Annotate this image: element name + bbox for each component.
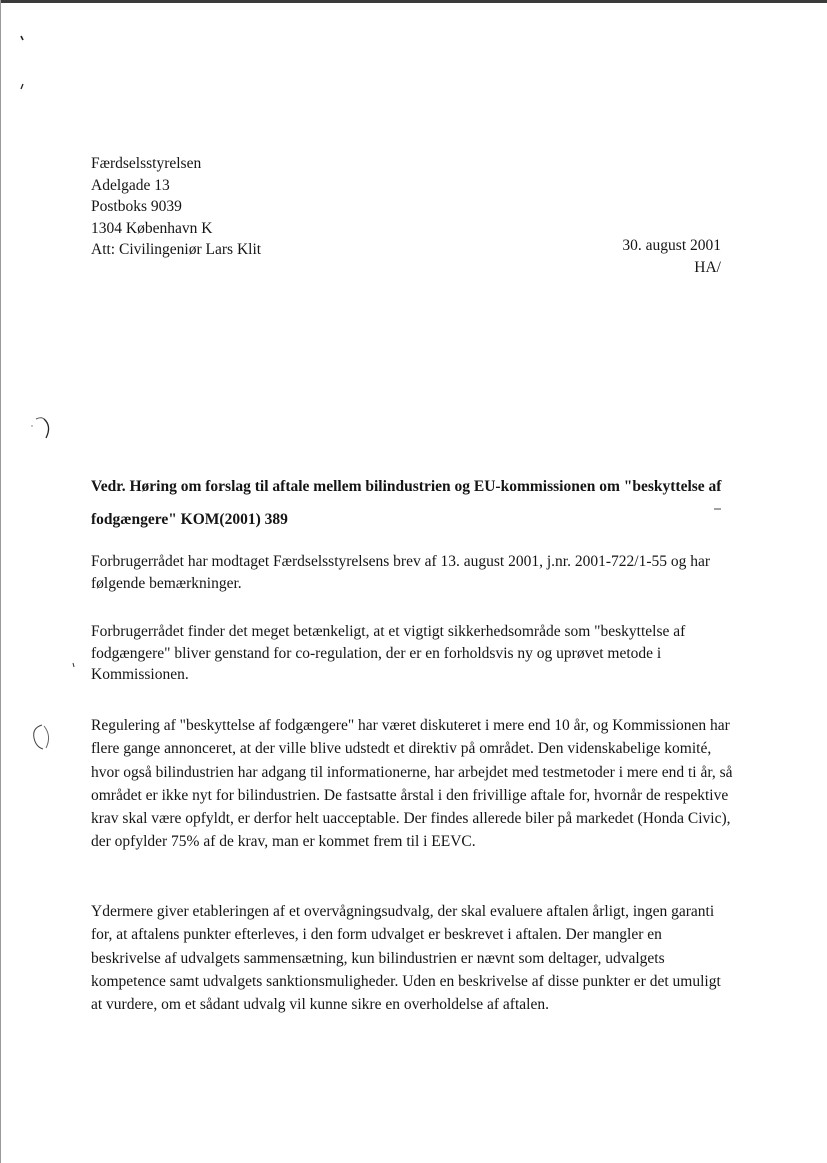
recipient-line: Færdselsstyrelsen xyxy=(91,155,202,172)
body-paragraph xyxy=(91,551,739,594)
scan-speck-mark xyxy=(18,34,26,44)
body-paragraph xyxy=(91,621,739,686)
recipient-line: Att: Civilingeniør Lars Klit xyxy=(91,241,262,258)
left-scan-edge xyxy=(0,0,1,1163)
top-scan-edge xyxy=(0,0,827,3)
paragraph-text: Forbrugerrådet finder det meget betænkeligt, at et vigtigt sikkerhedsområde som "beskyttelse af fodgængere" bliver genstand for co-regulation, der er en forholdsvis ny og uprøvet metode i Kommissionen. xyxy=(91,623,686,683)
scan-speck-mark xyxy=(18,82,26,92)
scan-speck-mark xyxy=(70,660,78,670)
recipient-line: Adelgade 13 xyxy=(91,176,170,194)
body-paragraph xyxy=(91,714,741,854)
punch-hole-mark xyxy=(28,414,58,440)
recipient-line: Postboks 9039 xyxy=(91,198,182,215)
recipient-line: 1304 København K xyxy=(91,219,213,237)
paragraph-text: Forbrugerrådet har modtaget Færdselsstyrelsens brev af 13. august 2001, j.nr. 2001-722/1-55 og har følgende bemærkninger. xyxy=(91,553,711,592)
sender-initials: HA/ xyxy=(694,258,721,276)
body-paragraph xyxy=(91,900,723,1016)
subject-line: Vedr. Høring om forslag til aftale mellem bilindustrien og EU-kommissionen om "beskyttelse af fodgængere" KOM(2001) 389 xyxy=(91,478,722,528)
paragraph-text: Ydermere giver etableringen af et overvågningsudvalg, der skal evaluere aftalen årligt, ingen garanti for, at aftalens punkter efterleves, i den form udvalget er beskrevet i aftalen. Der mangler en beskrivelse af udvalgets sammensætning, kun bilindustrien er nævnt som deltager, udvalgets kompetence samt udvalgets sanktionsmuligheder. Uden en beskrivelse af disse punkter er det umuligt at vurdere, om et sådant udvalg vil kunne sikre en overholdelse af aftalen. xyxy=(91,903,721,1014)
punch-hole-mark xyxy=(28,722,58,752)
paragraph-text: Regulering af "beskyttelse af fodgængere" har været diskuteret i mere end 10 år, og Kommissionen har flere gange annonceret, at der ville blive udstedt et direktiv på området. Den videnskabelige komité, hvor også bilindustrien har adgang til informationerne, har arbejdet med testmetoder i mere end ti år, så området er ikke nyt for bilindustrien. De fastsatte årstal i den frivillige aftale for, hvornår de respektive krav skal være opfyldt, er derfor helt uacceptable. Der findes allerede biler på markedet (Honda Civic), der opfylder 75% af de krav, man er kommet frem til i EEVC. xyxy=(91,717,733,851)
letter-date: 30. august 2001 xyxy=(622,237,721,254)
date-block xyxy=(622,235,721,278)
recipient-address xyxy=(91,153,261,261)
